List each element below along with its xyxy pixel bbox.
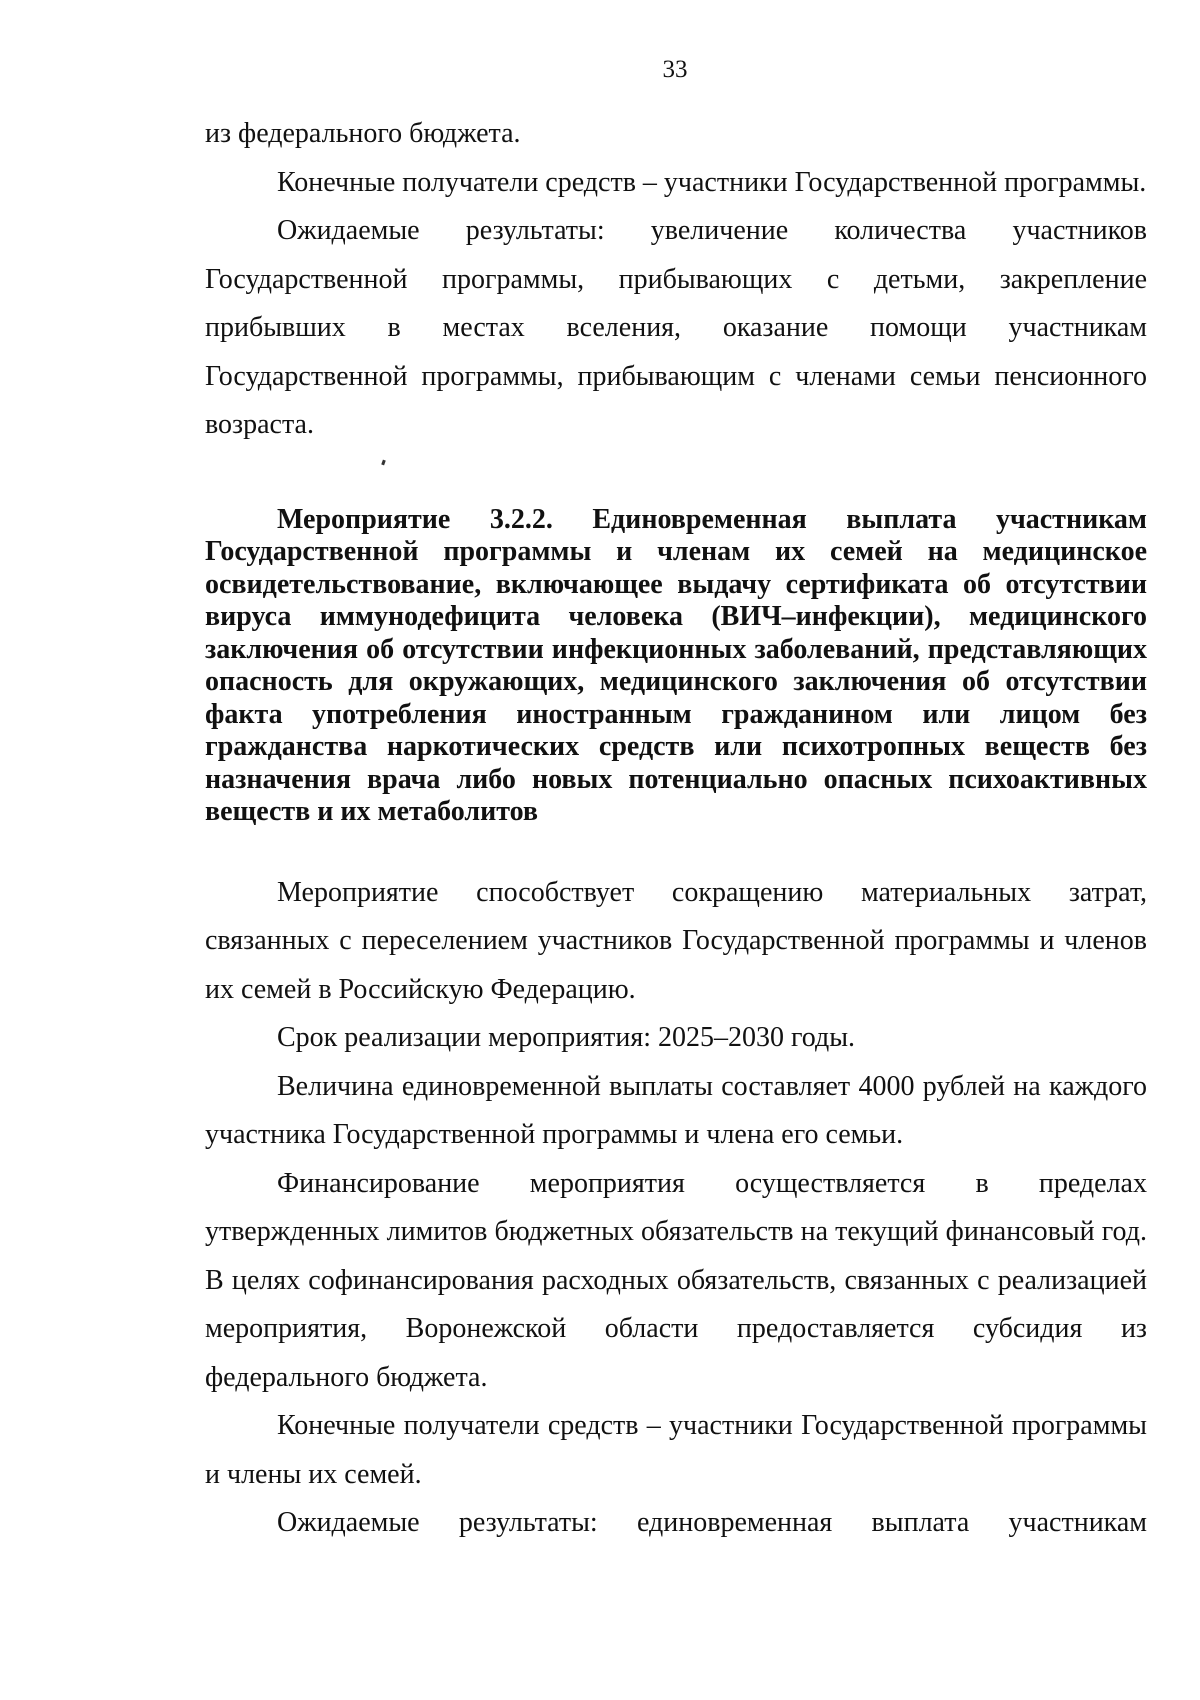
section-gap [205,450,1147,494]
document-body [205,110,1147,1548]
paragraph-term: Срок реализации мероприятия: 2025–2030 годы. [277,1022,856,1053]
paragraph-final-recipients: Конечные получатели средств – участники Государственной программы и члены их семей. [205,1410,1147,1490]
paragraph-payment-amount: Величина единовременной выплаты составляет 4000 рублей на каждого участника Государственной программы и члена его семьи. [205,1070,1147,1150]
paragraph-purpose: Мероприятие способствует сокращению материальных затрат, связанных с переселением участников Государственной программы и членов их семей в Российскую Федерацию. [205,876,1147,1005]
heading-gap [205,829,1147,869]
scan-artifact-mark [381,459,386,465]
paragraph-financing: Финансирование мероприятия осуществляется в пределах утвержденных лимитов бюджетных обязательств на текущий финансовый год. В целях софинансирования расходных обязательств, связанных с реализацией мероприятия, Воронежской области предоставляется субсидия из федерального бюджета. [205,1167,1147,1393]
paragraph-continuation: из федерального бюджета. [205,118,521,149]
paragraph-expected-results-2: Ожидаемые результаты: единовременная выплата участникам [277,1507,1147,1538]
paragraph-expected-results: Ожидаемые результаты: увеличение количества участников Государственной программы, прибывающих с детьми, закрепление прибывших в местах вселения, оказание помощи участникам Государственной программы, прибывающим с членами семьи пенсионного возраста. [205,215,1147,440]
paragraph-recipients: Конечные получатели средств – участники Государственной программы. [277,166,1147,198]
page-number: 33 [662,56,688,83]
section-heading: Мероприятие 3.2.2. Единовременная выплата участникам Государственной программы и членам их семей на медицинское освидетельствование, включающее выдачу сертификата об отсутствии вируса иммунодефицита человека (ВИЧ–инфекции), медицинского заключения об отсутствии инфекционных заболеваний, представляющих опасность для окружающих, медицинского заключения об отсутствии факта употребления иностранным гражданином или лицом без гражданства наркотических средств или психотропных веществ без назначения врача либо новых потенциально опасных психоактивных веществ и их метаболитов [205,503,1147,827]
